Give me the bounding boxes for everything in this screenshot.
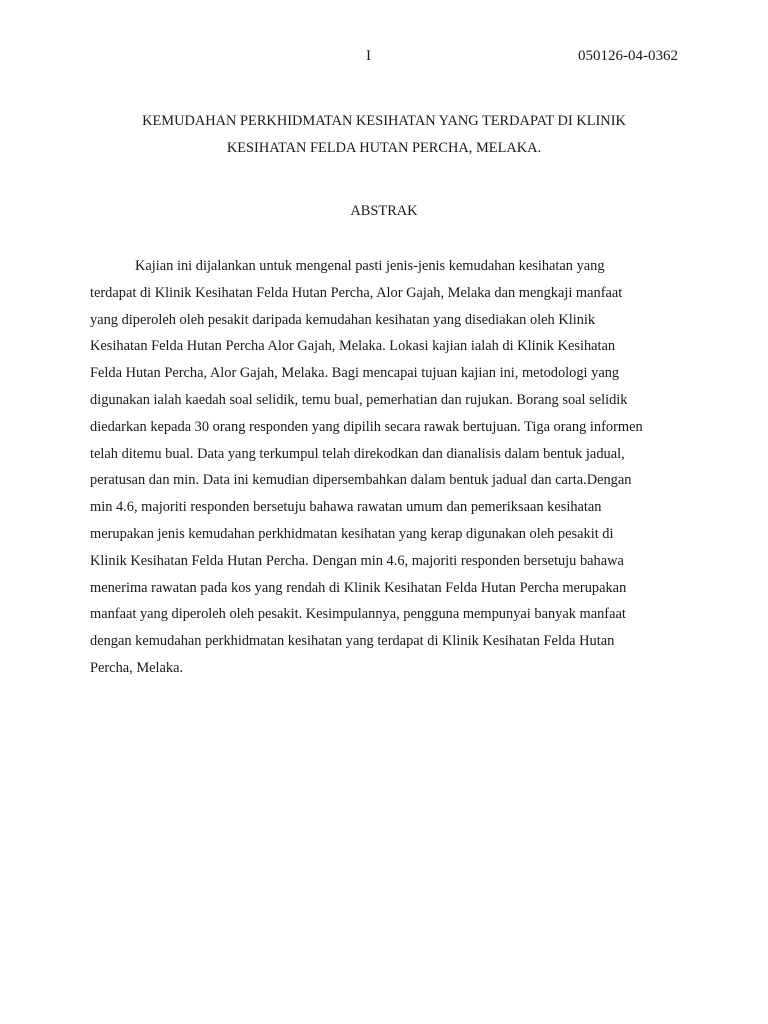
abstract-line: Felda Hutan Percha, Alor Gajah, Melaka. Bagi mencapai tujuan kajian ini, metodologi yang — [90, 365, 620, 382]
title-line-2: KESIHATAN FELDA HUTAN PERCHA, MELAKA. — [226, 139, 542, 156]
abstract-line: peratusan dan min. Data ini kemudian dipersembahkan dalam bentuk jadual dan carta.Dengan — [90, 472, 632, 489]
page-number: I — [366, 48, 371, 64]
abstract-line: digunakan ialah kaedah soal selidik, temu bual, pemerhatian dan rujukan. Borang soal selidik — [90, 391, 628, 408]
abstract-line: merupakan jenis kemudahan perkhidmatan kesihatan yang kerap digunakan oleh pesakit di — [90, 525, 614, 542]
abstract-line: dengan kemudahan perkhidmatan kesihatan yang terdapat di Klinik Kesihatan Felda Hutan — [90, 633, 615, 650]
abstract-line: menerima rawatan pada kos yang rendah di Klinik Kesihatan Felda Hutan Percha merupakan — [90, 579, 627, 596]
abstract-line: min 4.6, majoriti responden bersetuju bahawa rawatan umum dan pemeriksaan kesihatan — [90, 499, 602, 516]
abstract-line: Percha, Melaka. — [90, 659, 184, 676]
abstract-line: diedarkan kepada 30 orang responden yang dipilih secara rawak bertujuan. Tiga orang informen — [90, 418, 643, 435]
abstract-line: telah ditemu bual. Data yang terkumpul telah direkodkan dan dianalisis dalam bentuk jadual, — [90, 445, 625, 462]
abstract-line: Klinik Kesihatan Felda Hutan Percha. Dengan min 4.6, majoriti responden bersetuju bahawa — [90, 552, 624, 569]
abstract-paragraph — [90, 253, 690, 682]
document-title — [90, 108, 678, 161]
abstract-line: terdapat di Klinik Kesihatan Felda Hutan Percha, Alor Gajah, Melaka dan mengkaji manfaat — [90, 284, 623, 301]
abstract-line: Kajian ini dijalankan untuk mengenal pasti jenis-jenis kemudahan kesihatan yang — [135, 258, 605, 274]
section-heading: ABSTRAK — [350, 203, 418, 219]
abstract-line: yang diperoleh oleh pesakit daripada kemudahan kesihatan yang disediakan oleh Klinik — [90, 311, 596, 328]
document-id: 050126-04-0362 — [578, 48, 678, 64]
abstract-line: manfaat yang diperoleh oleh pesakit. Kesimpulannya, pengguna mempunyai banyak manfaat — [90, 606, 626, 623]
abstract-line: Kesihatan Felda Hutan Percha Alor Gajah, Melaka. Lokasi kajian ialah di Klinik Kesihatan — [90, 338, 616, 355]
title-line-1: KEMUDAHAN PERKHIDMATAN KESIHATAN YANG TERDAPAT DI KLINIK — [142, 113, 626, 129]
